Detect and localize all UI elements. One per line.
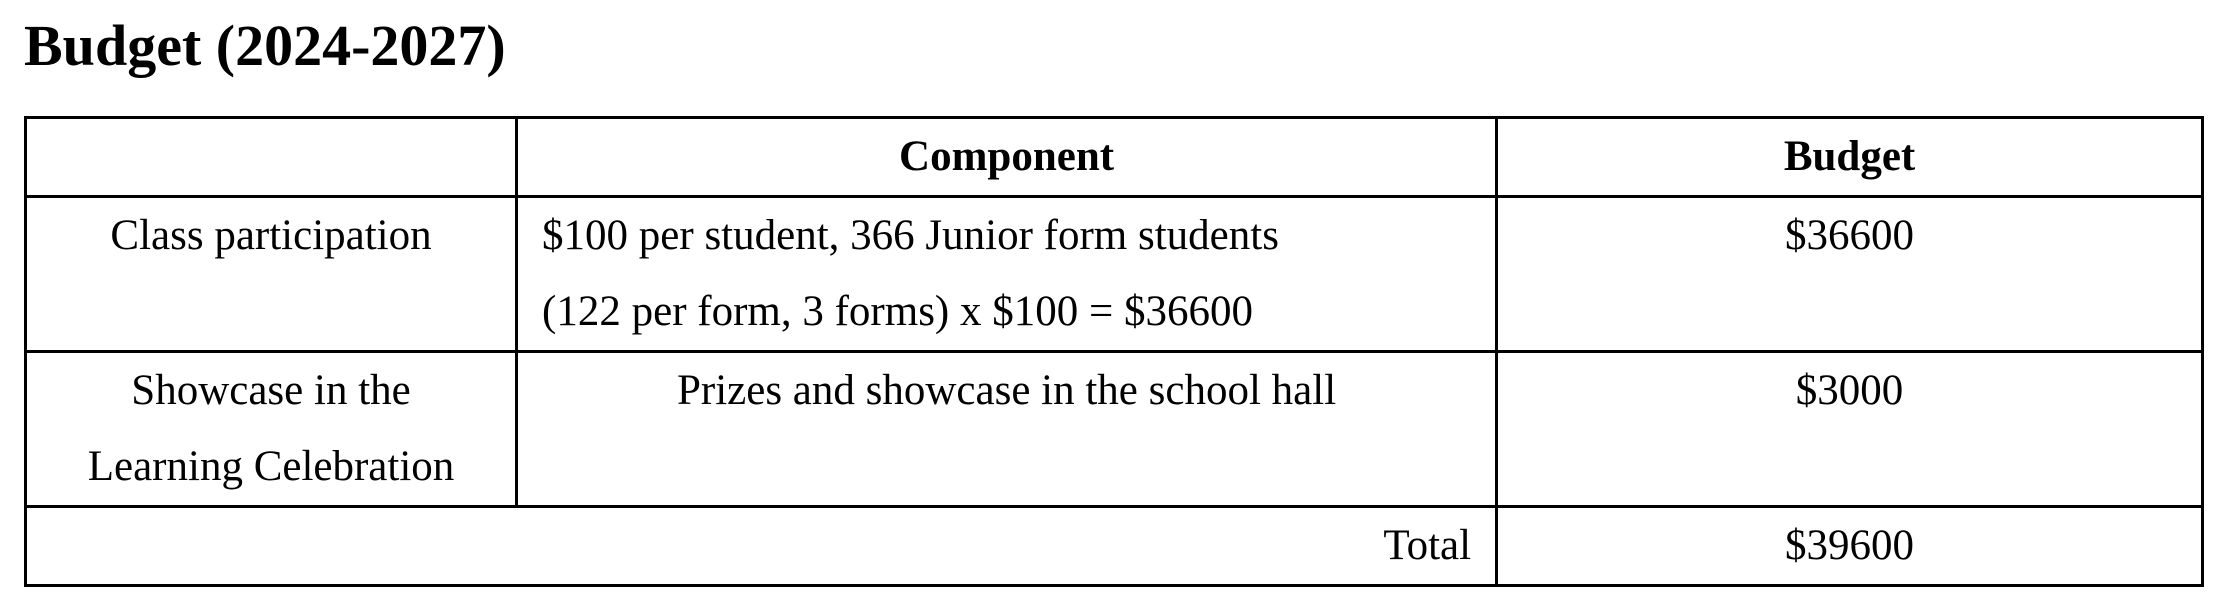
- component-line: (122 per form, 3 forms) x $100 = $36600: [542, 288, 1253, 335]
- total-label: Total: [26, 507, 1497, 586]
- table-row: [26, 197, 2203, 352]
- table-row: [26, 352, 2203, 507]
- component-line: Prizes and showcase in the school hall: [676, 367, 1337, 414]
- component-cell: [517, 197, 1497, 352]
- table-header-row: [26, 118, 2203, 197]
- budget-cell: $3000: [1497, 352, 2203, 507]
- item-cell: [26, 352, 517, 507]
- header-budget: Budget: [1497, 118, 2203, 197]
- header-item: [26, 118, 517, 197]
- item-cell: [26, 197, 517, 352]
- budget-table: [24, 116, 2204, 587]
- total-row: [26, 507, 2203, 586]
- budget-cell: $36600: [1497, 197, 2203, 352]
- component-line: $100 per student, 366 Junior form students: [542, 212, 1279, 259]
- total-value: $39600: [1497, 507, 2203, 586]
- page-title: Budget (2024-2027): [24, 13, 506, 78]
- item-label: Showcase in the: [131, 367, 411, 414]
- item-label: Learning Celebration: [87, 443, 455, 490]
- item-label: Class participation: [110, 212, 432, 259]
- header-component: Component: [517, 118, 1497, 197]
- component-cell: [517, 352, 1497, 507]
